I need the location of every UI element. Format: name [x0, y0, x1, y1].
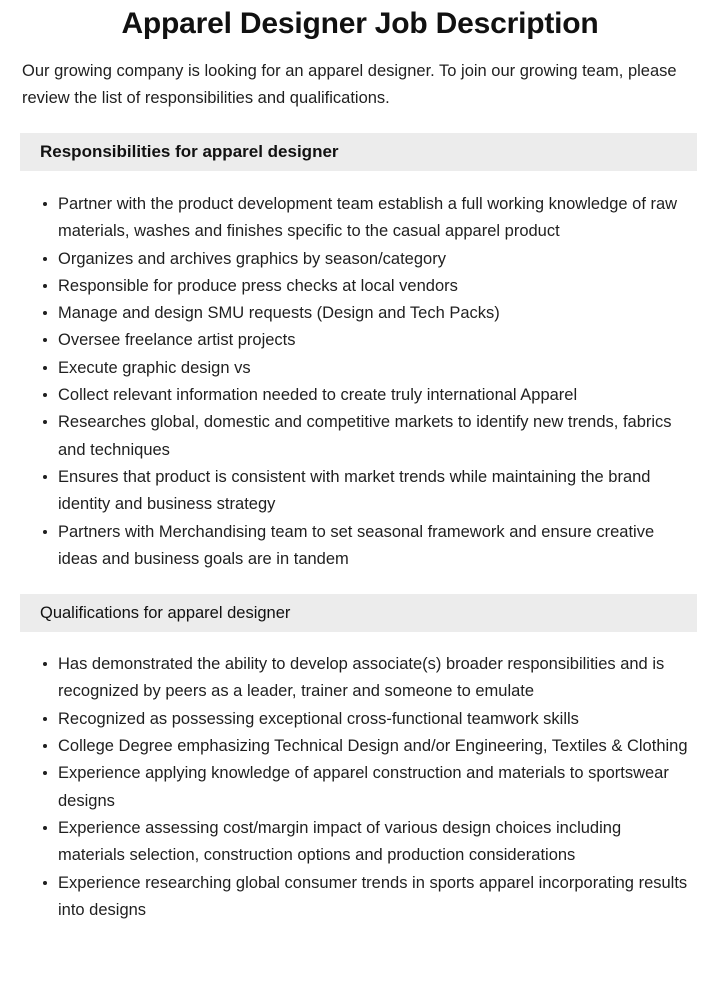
list-item: Ensures that product is consistent with market trends while maintaining the brand identity and business strategy [20, 464, 720, 519]
page-title: Apparel Designer Job Description [121, 7, 599, 40]
list-item: Organizes and archives graphics by season/category [20, 246, 720, 273]
list-item: Recognized as possessing exceptional cross-functional teamwork skills [20, 706, 720, 733]
responsibilities-header-label: Responsibilities for apparel designer [40, 142, 339, 161]
responsibilities-section [0, 133, 720, 573]
list-item: Partner with the product development team establish a full working knowledge of raw materials, washes and finishes specific to the casual apparel product [20, 191, 720, 246]
list-item: Partners with Merchandising team to set seasonal framework and ensure creative ideas and business goals are in tandem [20, 519, 720, 574]
qualifications-section [0, 594, 720, 924]
list-item: Execute graphic design vs [20, 355, 720, 382]
responsibilities-header [20, 133, 697, 171]
responsibilities-list [0, 191, 720, 573]
list-item: Experience applying knowledge of apparel construction and materials to sportswear designs [20, 760, 720, 815]
list-item: Responsible for produce press checks at local vendors [20, 273, 720, 300]
list-item: Oversee freelance artist projects [20, 327, 720, 354]
intro-paragraph: Our growing company is looking for an apparel designer. To join our growing team, please review the list of responsibilities and qualifications. [22, 62, 677, 107]
qualifications-list [0, 651, 720, 924]
qualifications-header [20, 594, 697, 632]
list-item: College Degree emphasizing Technical Design and/or Engineering, Textiles & Clothing [20, 733, 720, 760]
list-item: Researches global, domestic and competitive markets to identify new trends, fabrics and techniques [20, 409, 720, 464]
list-item: Collect relevant information needed to create truly international Apparel [20, 382, 720, 409]
list-item: Experience assessing cost/margin impact of various design choices including materials selection, construction options and production considerations [20, 815, 720, 870]
qualifications-header-label: Qualifications for apparel designer [40, 603, 291, 622]
list-item: Experience researching global consumer trends in sports apparel incorporating results into designs [20, 870, 720, 925]
list-item: Has demonstrated the ability to develop associate(s) broader responsibilities and is recognized by peers as a leader, trainer and someone to emulate [20, 651, 720, 706]
list-item: Manage and design SMU requests (Design and Tech Packs) [20, 300, 720, 327]
